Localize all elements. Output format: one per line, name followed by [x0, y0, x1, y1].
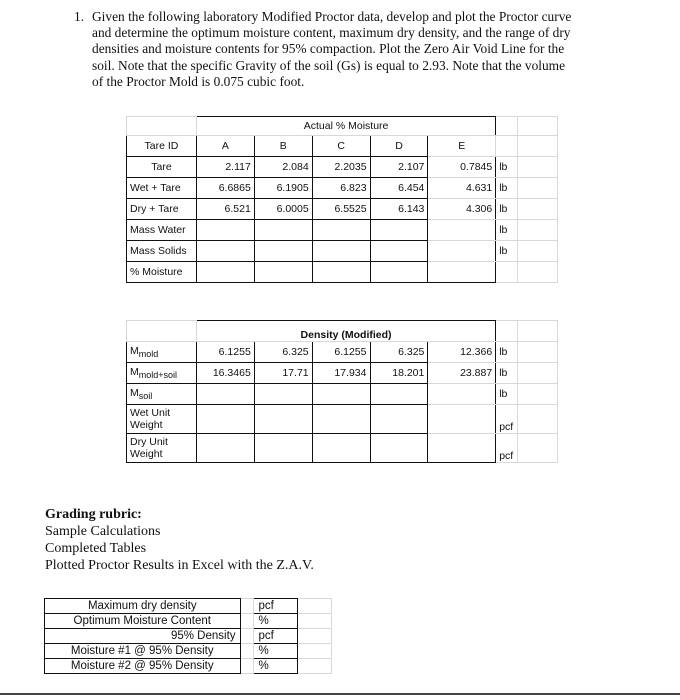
- rubric-item: Plotted Proctor Results in Excel with the Z.A.V.: [45, 558, 314, 573]
- cell-value: 6.1255: [312, 342, 370, 363]
- problem-line: of the Proctor Mold is 0.075 cubic foot.: [92, 73, 305, 89]
- problem-number: 1.: [74, 9, 85, 24]
- rubric-item: Sample Calculations: [45, 524, 161, 539]
- rubric-item: Completed Tables: [45, 541, 147, 556]
- row-label-sub: mold: [138, 349, 159, 360]
- row-label: Tare: [127, 157, 197, 178]
- cell-value: 6.325: [254, 342, 312, 363]
- unit-label: pcf: [496, 405, 518, 434]
- cell-value: 2.084: [254, 157, 312, 178]
- cell-value: 0.7845: [428, 157, 496, 178]
- row-label: Dry Unit Weight: [127, 434, 197, 463]
- unit-label: lb: [496, 384, 518, 405]
- result-unit: %: [254, 614, 298, 629]
- cell-value: 4.306: [428, 199, 496, 220]
- cell-value: 16.3465: [196, 363, 254, 384]
- row-label-main: M: [130, 365, 139, 378]
- unit-label: lb: [496, 241, 518, 262]
- cell-value: 18.201: [370, 363, 428, 384]
- result-label: Maximum dry density: [45, 599, 241, 614]
- cell-value: 6.454: [370, 178, 428, 199]
- rubric-heading: Grading rubric:: [45, 507, 142, 522]
- moisture-table-title: Actual % Moisture: [196, 117, 495, 136]
- cell-value: 12.366: [428, 342, 496, 363]
- row-label: Dry + Tare: [127, 199, 197, 220]
- problem-statement: [74, 9, 649, 90]
- result-label: Moisture #2 @ 95% Density: [45, 659, 241, 674]
- result-unit: pcf: [254, 599, 298, 614]
- cell-value: 6.823: [312, 178, 370, 199]
- unit-label: pcf: [496, 434, 518, 463]
- unit-label: lb: [496, 199, 518, 220]
- density-table: [126, 320, 558, 463]
- cell-value: 6.143: [370, 199, 428, 220]
- problem-text: [92, 9, 649, 90]
- cell-value: 6.325: [370, 342, 428, 363]
- cell-value: 2.107: [370, 157, 428, 178]
- problem-line: Given the following laboratory Modified Proctor data, develop and plot the Proctor curve: [92, 9, 572, 24]
- column-header: D: [370, 136, 428, 157]
- cell-value: 2.117: [196, 157, 254, 178]
- cell-value: 6.1255: [196, 342, 254, 363]
- problem-line: and determine the optimum moisture content, maximum dry density, and the range of dry: [92, 25, 571, 41]
- unit-label: lb: [496, 157, 518, 178]
- results-table: [44, 598, 332, 674]
- cell-value: 23.887: [428, 363, 496, 384]
- density-table-title: Density (Modified): [196, 321, 495, 342]
- problem-line: soil. Note that the specific Gravity of the soil (Gs) is equal to 2.93. Note that the volume: [92, 57, 566, 73]
- row-label: Mass Water: [127, 220, 197, 241]
- cell-value: 6.0005: [254, 199, 312, 220]
- cell-value: 17.71: [254, 363, 312, 384]
- row-label: Wet Unit Weight: [127, 405, 197, 434]
- row-label-main: M: [130, 344, 139, 357]
- column-header: A: [196, 136, 254, 157]
- row-label: [127, 342, 197, 363]
- cell-value: 6.1905: [254, 178, 312, 199]
- result-label: Optimum Moisture Content: [45, 614, 241, 629]
- cell-value: 2.2035: [312, 157, 370, 178]
- cell-value: 6.5525: [312, 199, 370, 220]
- unit-label: lb: [496, 220, 518, 241]
- cell-value: 6.6865: [196, 178, 254, 199]
- unit-label: lb: [496, 342, 518, 363]
- cell-value: 6.521: [196, 199, 254, 220]
- moisture-table: [126, 116, 558, 283]
- problem-line: densities and moisture contents for 95% compaction. Plot the Zero Air Void Line for the: [92, 41, 565, 57]
- grading-rubric: [45, 506, 314, 574]
- result-label: 95% Density: [45, 629, 241, 644]
- row-label: Wet + Tare: [127, 178, 197, 199]
- result-unit: %: [254, 644, 298, 659]
- bottom-divider: [0, 693, 680, 695]
- unit-label: lb: [496, 178, 518, 199]
- row-label: [127, 384, 197, 405]
- row-label-main: M: [130, 386, 139, 399]
- unit-label: lb: [496, 363, 518, 384]
- cell-value: 4.631: [428, 178, 496, 199]
- row-label-sub: soil: [138, 391, 153, 402]
- tare-id-header: Tare ID: [127, 136, 197, 157]
- cell-value: 17.934: [312, 363, 370, 384]
- result-label: Moisture #1 @ 95% Density: [45, 644, 241, 659]
- result-unit: pcf: [254, 629, 298, 644]
- column-header: B: [254, 136, 312, 157]
- row-label: Mass Solids: [127, 241, 197, 262]
- row-label: [127, 363, 197, 384]
- result-unit: %: [254, 659, 298, 674]
- row-label: % Moisture: [127, 262, 197, 283]
- column-header: E: [428, 136, 496, 157]
- row-label-sub: mold+soil: [138, 370, 178, 381]
- column-header: C: [312, 136, 370, 157]
